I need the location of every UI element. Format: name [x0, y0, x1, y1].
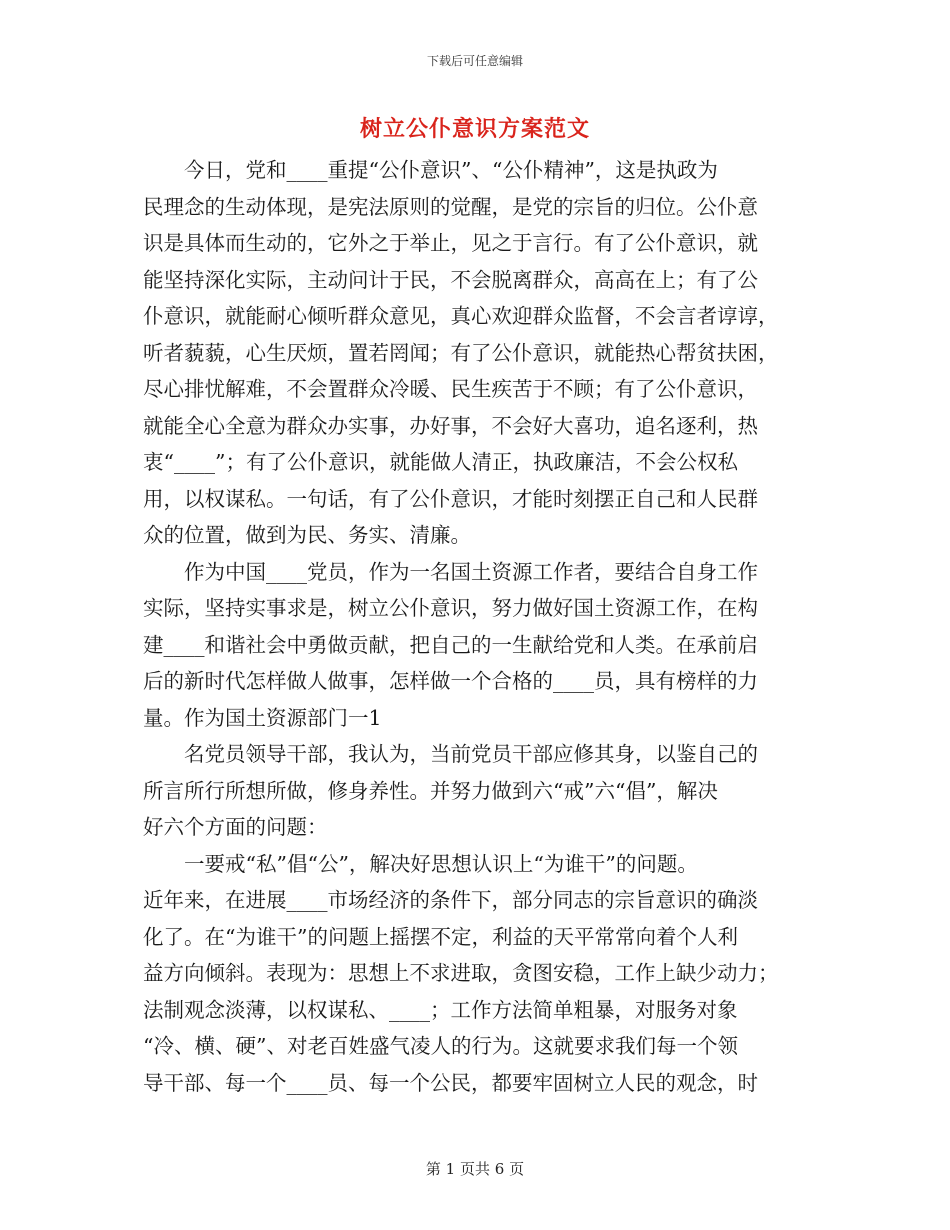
page-number: 第 1 页共 6 页 — [425, 1160, 525, 1178]
text-line: 用，以权谋私。一句话，有了公仆意识，才能时刻摆正自己和人民群 — [143, 486, 758, 511]
text-line: 能坚持深化实际，主动问计于民，不会脱离群众，高高在上；有了公 — [143, 267, 758, 292]
text-line: 化了。在“为谁干”的问题上摇摆不定，利益的天平常常向着个人利 — [143, 924, 738, 949]
text-line: 听者藐藐，心生厌烦，置若罔闻；有了公仆意识，就能热心帮贫扶困， — [143, 340, 779, 365]
text-line: 量。作为国土资源部门一1 — [143, 705, 382, 730]
text-line: 作为中国____党员，作为一名国土资源工作者，要结合自身工作 — [184, 559, 758, 584]
text-line: 识是具体而生动的，它外之于举止，见之于言行。有了公仆意识，就 — [143, 231, 758, 255]
document-body — [143, 152, 813, 1101]
text-line: 尽心排忧解难，不会置群众冷暖、民生疾苦于不顾；有了公仆意识， — [143, 377, 758, 401]
text-line: 今日，党和____重提“公仆意识”、“公仆精神”，这是执政为 — [184, 158, 718, 182]
text-line: 一要戒“私”倡“公”，解决好思想认识上“为谁干”的问题。 — [184, 851, 698, 876]
text-line: 导干部、每一个____员、每一个公民，都要牢固树立人民的观念，时 — [143, 1070, 758, 1095]
text-line: 仆意识，就能耐心倾听群众意见，真心欢迎群众监督，不会言者谆谆， — [143, 304, 779, 328]
text-line: 就能全心全意为群众办实事，办好事，不会好大喜功，追名逐利，热 — [143, 413, 758, 438]
text-line: 建____和谐社会中勇做贡献，把自己的一生献给党和人类。在承前启 — [143, 632, 758, 657]
text-line: 近年来，在进展____市场经济的条件下，部分同志的宗旨意识的确淡 — [143, 888, 758, 912]
document-title: 树立公仆意识方案范文 — [359, 116, 590, 142]
text-line: 名党员领导干部，我认为，当前党员干部应修其身，以鉴自己的 — [184, 742, 758, 766]
text-line: 所言所行所想所做，修身养性。并努力做到六“戒”六“倡”，解决 — [143, 778, 718, 803]
text-line: 众的位置，做到为民、务实、清廉。 — [143, 523, 471, 547]
text-line: 民理念的生动体现，是宪法原则的觉醒，是党的宗旨的归位。公仆意 — [143, 194, 758, 219]
text-line: 益方向倾斜。表现为：思想上不求进取，贪图安稳，工作上缺少动力； — [143, 961, 779, 985]
text-line: 衷“____”；有了公仆意识，就能做人清正，执政廉洁，不会公权私 — [143, 450, 738, 474]
text-line: 好六个方面的问题： — [143, 815, 328, 839]
text-line: 后的新时代怎样做人做事，怎样做一个合格的____员，具有榜样的力 — [143, 669, 758, 693]
header-note: 下载后可任意编辑 — [426, 54, 523, 68]
text-line: 法制观念淡薄，以权谋私、____；工作方法简单粗暴，对服务对象 — [143, 997, 738, 1022]
text-line: 实际，坚持实事求是，树立公仆意识，努力做好国土资源工作，在构 — [143, 596, 758, 620]
text-line: “冷、横、硬”、对老百姓盛气凌人的行为。这就要求我们每一个领 — [143, 1034, 738, 1058]
